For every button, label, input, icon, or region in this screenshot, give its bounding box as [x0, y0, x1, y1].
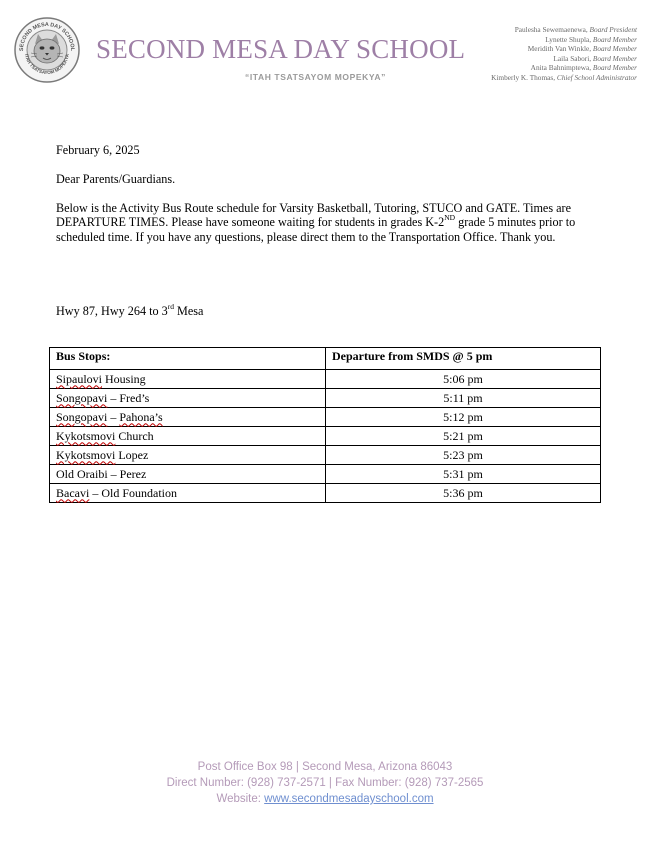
- board-member: Paulesha Sewemaenewa, Board President: [514, 25, 637, 34]
- time-cell: 5:23 pm: [326, 446, 601, 465]
- table-row: [50, 370, 601, 389]
- school-logo: [13, 16, 81, 84]
- table-row: [50, 446, 601, 465]
- stop-cell: Kykotsmovi Lopez: [50, 446, 326, 465]
- stop-cell: Kykotsmovi Church: [50, 427, 326, 446]
- board-member: Kimberly K. Thomas, Chief School Administrator: [491, 72, 637, 82]
- stop-cell: Songopavi – Pahona’s: [50, 408, 326, 427]
- time-cell: 5:06 pm: [326, 370, 601, 389]
- route-heading: Hwy 87, Hwy 264 to 3rd Mesa: [56, 301, 204, 318]
- board-member: Anita Bahnimptewa, Board Member: [530, 63, 637, 73]
- bus-schedule-table: [49, 347, 601, 503]
- board-member: Laila Sabori, Board Member: [553, 53, 637, 63]
- table-row: [50, 465, 601, 484]
- table-header-row: [50, 348, 601, 370]
- time-cell: 5:11 pm: [326, 389, 601, 408]
- col-header-departure: Departure from SMDS @ 5 pm: [326, 348, 601, 370]
- time-cell: 5:21 pm: [326, 427, 601, 446]
- bobcat-seal-icon: [13, 16, 81, 84]
- col-header-stops: Bus Stops:: [50, 348, 326, 370]
- board-member: Lynette Shupla, Board Member: [545, 34, 637, 44]
- letter-greeting: Dear Parents/Guardians.: [56, 172, 176, 186]
- website-label: Website:: [216, 793, 265, 805]
- school-name: SECOND MESA DAY SCHOOL: [96, 34, 466, 64]
- footer-website: [0, 793, 650, 805]
- table-row: [50, 408, 601, 427]
- letter-date: February 6, 2025: [56, 143, 140, 157]
- time-cell: 5:12 pm: [326, 408, 601, 427]
- stop-cell: Bacavi – Old Foundation: [50, 484, 326, 503]
- stop-cell: Songopavi – Fred’s: [50, 389, 326, 408]
- time-cell: 5:36 pm: [326, 484, 601, 503]
- school-motto: “ITAH TSATSAYOM MOPEKYA”: [245, 72, 386, 82]
- stop-cell: Sipaulovi Housing: [50, 370, 326, 389]
- board-member: Meridith Van Winkle, Board Member: [527, 44, 637, 54]
- footer-address: Post Office Box 98 | Second Mesa, Arizona 86043: [197, 761, 453, 773]
- time-cell: 5:31 pm: [326, 465, 601, 484]
- logo-ring-top-text: SECOND MESA DAY SCHOOL: [18, 21, 76, 52]
- logo-ring-bottom-text: ITAH TSATSAYOM MOPEKYA: [24, 53, 70, 76]
- table-row: [50, 484, 601, 503]
- letter-body: Below is the Activity Bus Route schedule for Varsity Basketball, Tutoring, STUCO and GATE. Times are DEPARTURE TIMES. Please have someone waiting for students in grades K-2ND grade 5 minutes prior to scheduled time. If you have any questions, please direct them to the Transportation Office. Thank you.: [56, 201, 576, 244]
- board-list: [491, 25, 637, 83]
- table-row: [50, 427, 601, 446]
- website-link[interactable]: www.secondmesadayschool.com: [264, 793, 434, 805]
- footer-phones: Direct Number: (928) 737-2571 | Fax Number: (928) 737-2565: [166, 777, 484, 789]
- table-row: [50, 389, 601, 408]
- stop-cell: Old Oraibi – Perez: [50, 465, 326, 484]
